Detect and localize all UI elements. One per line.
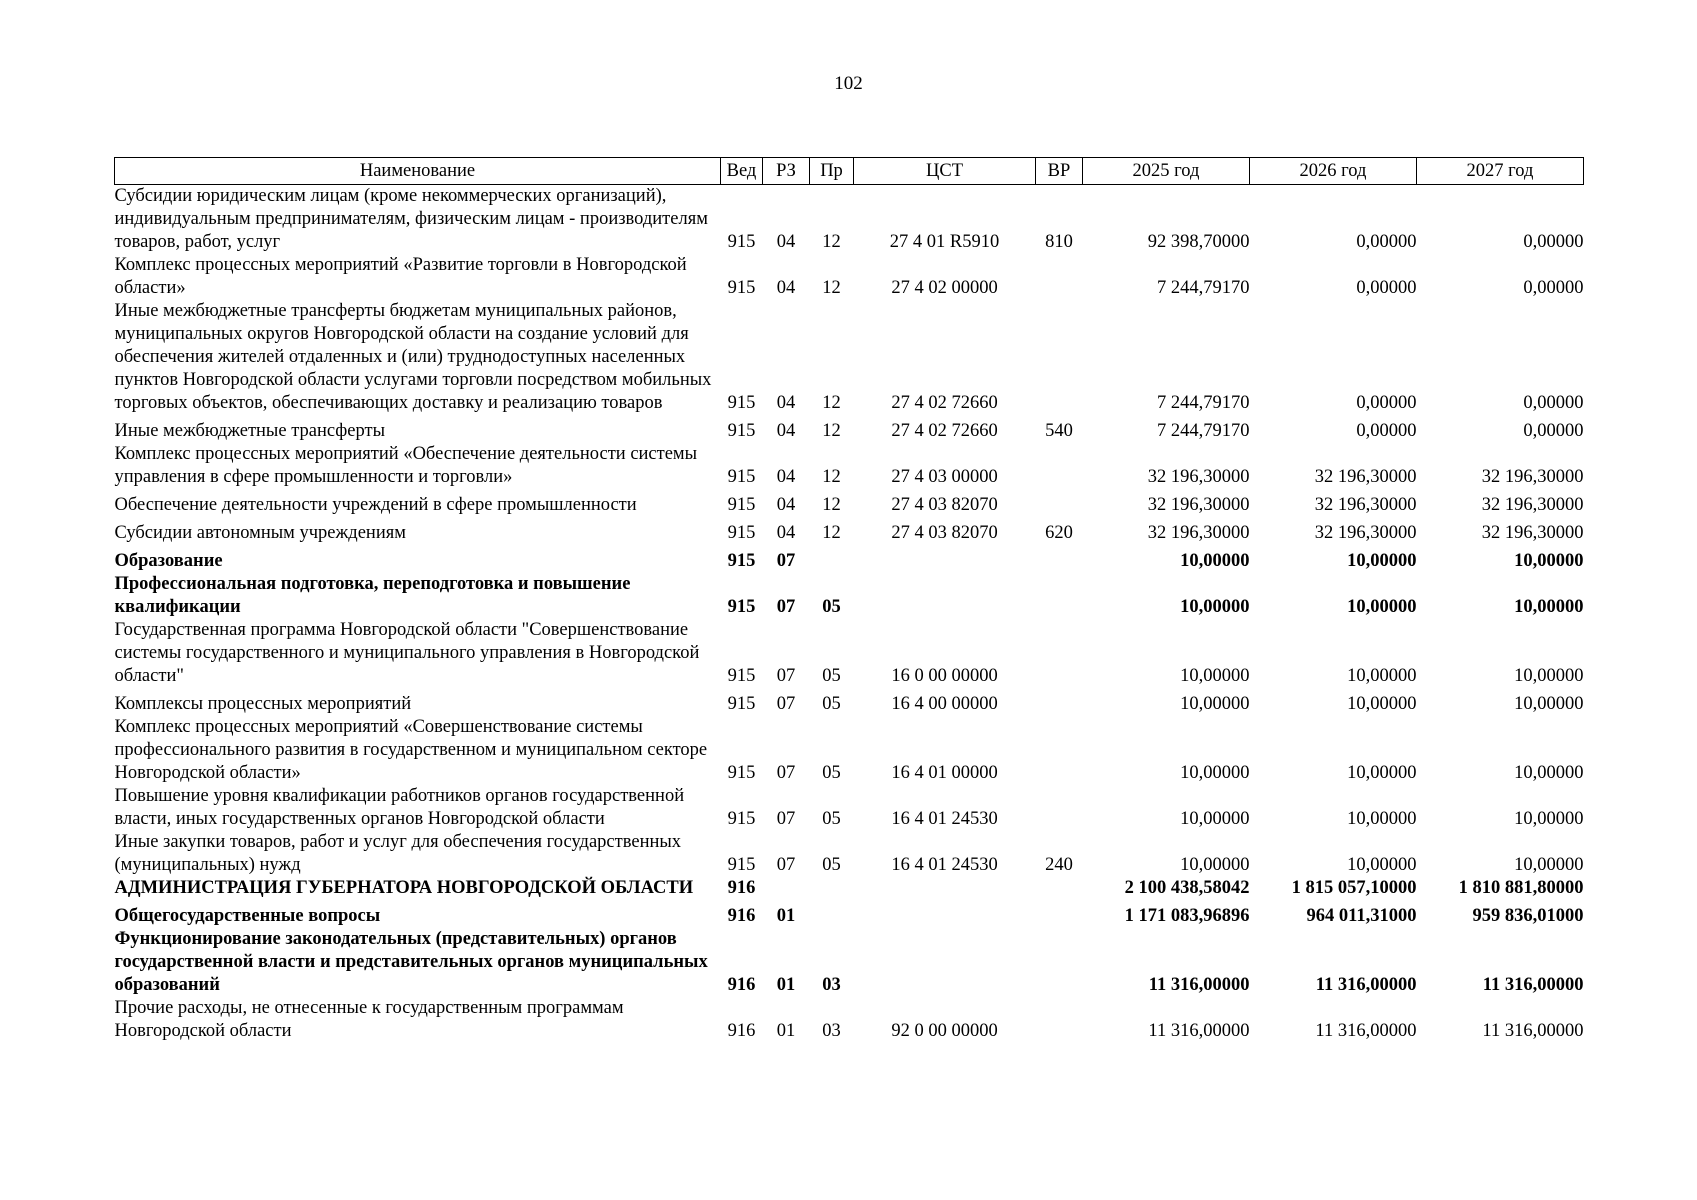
- row-ved: 915: [727, 232, 756, 252]
- row-name: Субсидии юридическим лицам (кроме некоммерческих организаций), индивидуальным предпринимателям, физическим лицам - производителям товаров, работ, услуг: [114, 186, 708, 252]
- column-header-name: Наименование: [115, 158, 721, 185]
- row-rz: 04: [776, 421, 796, 441]
- table-row: [115, 716, 1584, 785]
- row-rz: 04: [776, 232, 796, 252]
- row-2026: 0,00000: [1356, 421, 1417, 441]
- row-rz: 07: [776, 763, 796, 783]
- row-2026: 10,00000: [1347, 855, 1417, 875]
- row-2025: 10,00000: [1180, 597, 1250, 617]
- row-vr: [1036, 573, 1083, 619]
- row-pr: 12: [822, 393, 841, 413]
- row-name: Комплекс процессных мероприятий «Обеспечение деятельности системы управления в сфере промышленности и торговли»: [114, 444, 698, 487]
- row-vr: 540: [1045, 421, 1073, 441]
- row-rz: 01: [776, 975, 796, 995]
- row-vr: [1036, 545, 1083, 573]
- row-pr: [810, 900, 854, 928]
- row-2027: 10,00000: [1514, 763, 1584, 783]
- table-row: [115, 785, 1584, 831]
- row-2027: 10,00000: [1514, 597, 1584, 617]
- row-2025: 92 398,70000: [1147, 232, 1250, 252]
- row-vr: 620: [1045, 523, 1073, 543]
- row-rz: 01: [776, 1021, 796, 1041]
- row-pr: 12: [822, 495, 841, 515]
- row-2025: 32 196,30000: [1147, 495, 1250, 515]
- row-2026: 32 196,30000: [1314, 523, 1417, 543]
- row-name: АДМИНИСТРАЦИЯ ГУБЕРНАТОРА НОВГОРОДСКОЙ ОБЛАСТИ: [114, 878, 694, 898]
- row-name: Субсидии автономным учреждениям: [114, 523, 406, 543]
- row-ved: 915: [727, 809, 756, 829]
- row-name: Образование: [114, 551, 223, 571]
- table-row: [115, 573, 1584, 619]
- row-2026: 964 011,31000: [1306, 906, 1417, 926]
- row-2026: 0,00000: [1356, 232, 1417, 252]
- row-2026: 0,00000: [1356, 393, 1417, 413]
- row-2025: 11 316,00000: [1148, 975, 1250, 995]
- row-2026: 32 196,30000: [1314, 467, 1417, 487]
- table-row: [115, 831, 1584, 877]
- row-cst: [854, 573, 1036, 619]
- row-2027: 32 196,30000: [1481, 495, 1584, 515]
- row-2025: 32 196,30000: [1147, 467, 1250, 487]
- row-2025: 10,00000: [1180, 666, 1250, 686]
- table-row: [115, 900, 1584, 928]
- table-row: [115, 688, 1584, 716]
- row-2027: 0,00000: [1523, 278, 1584, 298]
- row-cst: 27 4 02 72660: [891, 393, 998, 413]
- row-cst: [854, 877, 1036, 900]
- row-2025: 32 196,30000: [1147, 523, 1250, 543]
- row-2026: 10,00000: [1347, 694, 1417, 714]
- column-header-cst: ЦСТ: [854, 158, 1036, 185]
- table-row: [115, 517, 1584, 545]
- row-cst: [854, 900, 1036, 928]
- row-vr: [1036, 619, 1083, 688]
- row-pr: 12: [822, 232, 841, 252]
- row-2025: 7 244,79170: [1157, 278, 1250, 298]
- row-ved: 915: [727, 523, 756, 543]
- row-ved: 915: [727, 763, 756, 783]
- table-body: [115, 185, 1584, 1044]
- column-header-pr: Пр: [810, 158, 854, 185]
- row-rz: 07: [776, 809, 796, 829]
- row-2027: 10,00000: [1514, 694, 1584, 714]
- row-2025: 10,00000: [1180, 694, 1250, 714]
- row-pr: [810, 545, 854, 573]
- row-pr: [810, 877, 854, 900]
- row-name: Комплексы процессных мероприятий: [114, 694, 412, 714]
- row-rz: 04: [776, 278, 796, 298]
- row-rz: 07: [776, 551, 796, 571]
- row-vr: [1036, 877, 1083, 900]
- row-2026: 11 316,00000: [1315, 1021, 1417, 1041]
- row-rz: 01: [776, 906, 796, 926]
- row-2027: 11 316,00000: [1482, 1021, 1584, 1041]
- table-header: [115, 158, 1584, 185]
- row-vr: [1036, 928, 1083, 997]
- row-2027: 10,00000: [1514, 666, 1584, 686]
- row-2025: 7 244,79170: [1157, 421, 1250, 441]
- row-2025: 2 100 438,58042: [1124, 878, 1250, 898]
- table-row: [115, 489, 1584, 517]
- row-cst: 27 4 03 82070: [891, 523, 998, 543]
- row-pr: 12: [822, 523, 841, 543]
- row-pr: 05: [822, 597, 841, 617]
- row-pr: 05: [822, 763, 841, 783]
- row-rz: 04: [776, 495, 796, 515]
- row-ved: 915: [727, 393, 756, 413]
- row-ved: 915: [727, 278, 756, 298]
- row-cst: 27 4 01 R5910: [889, 232, 1000, 252]
- row-vr: [1036, 254, 1083, 300]
- row-vr: 810: [1045, 232, 1073, 252]
- row-ved: 915: [727, 694, 756, 714]
- table-row: [115, 545, 1584, 573]
- row-vr: 240: [1045, 855, 1073, 875]
- row-vr: [1036, 489, 1083, 517]
- column-header-2026: 2026 год: [1250, 158, 1417, 185]
- row-name: Повышение уровня квалификации работников органов государственной власти, иных государственных органов Новгородской области: [114, 786, 685, 829]
- table-row: [115, 928, 1584, 997]
- column-header-ved: Вед: [721, 158, 763, 185]
- row-pr: 03: [822, 1021, 841, 1041]
- table-row: [115, 185, 1584, 255]
- row-pr: 12: [822, 421, 841, 441]
- row-2027: 0,00000: [1523, 421, 1584, 441]
- row-pr: 05: [822, 855, 841, 875]
- row-name: Обеспечение деятельности учреждений в сфере промышленности: [114, 495, 637, 515]
- row-ved: 916: [727, 906, 756, 926]
- row-vr: [1036, 300, 1083, 415]
- row-vr: [1036, 688, 1083, 716]
- row-ved: 915: [727, 666, 756, 686]
- table-row: [115, 415, 1584, 443]
- row-2027: 32 196,30000: [1481, 523, 1584, 543]
- row-2026: 10,00000: [1347, 763, 1417, 783]
- column-header-2025: 2025 год: [1083, 158, 1250, 185]
- row-2025: 7 244,79170: [1157, 393, 1250, 413]
- column-header-vr: ВР: [1036, 158, 1083, 185]
- row-ved: 916: [727, 1021, 756, 1041]
- row-2026: 32 196,30000: [1314, 495, 1417, 515]
- row-2025: 1 171 083,96896: [1124, 906, 1250, 926]
- column-header-rz: РЗ: [763, 158, 810, 185]
- row-2026: 1 815 057,10000: [1291, 878, 1417, 898]
- row-2027: 10,00000: [1514, 551, 1584, 571]
- row-2027: 32 196,30000: [1481, 467, 1584, 487]
- row-name: Функционирование законодательных (представительных) органов государственной власти и представительных органов муниципальных образований: [114, 929, 708, 995]
- row-vr: [1036, 716, 1083, 785]
- row-name: Комплекс процессных мероприятий «Совершенствование системы профессионального развития в государственном и муниципальном секторе Новгородской области»: [114, 717, 708, 783]
- row-name: Профессиональная подготовка, переподготовка и повышение квалификации: [114, 574, 631, 617]
- row-rz: 04: [776, 523, 796, 543]
- column-header-2027: 2027 год: [1417, 158, 1584, 185]
- row-2027: 1 810 881,80000: [1458, 878, 1584, 898]
- row-vr: [1036, 997, 1083, 1043]
- table-row: [115, 997, 1584, 1043]
- row-name: Иные межбюджетные трансферты: [114, 421, 386, 441]
- row-rz: [763, 877, 810, 900]
- row-pr: 12: [822, 278, 841, 298]
- row-vr: [1036, 900, 1083, 928]
- row-2026: 0,00000: [1356, 278, 1417, 298]
- table-row: [115, 254, 1584, 300]
- row-cst: 27 4 02 00000: [891, 278, 998, 298]
- row-cst: 16 4 01 00000: [891, 763, 998, 783]
- row-ved: 915: [727, 495, 756, 515]
- row-name: Прочие расходы, не отнесенные к государственным программам Новгородской области: [114, 998, 624, 1041]
- row-cst: [854, 928, 1036, 997]
- row-2027: 11 316,00000: [1482, 975, 1584, 995]
- row-name: Общегосударственные вопросы: [114, 906, 381, 926]
- row-cst: 92 0 00 00000: [891, 1021, 998, 1041]
- row-pr: 12: [822, 467, 841, 487]
- row-name: Иные закупки товаров, работ и услуг для обеспечения государственных (муниципальных) нужд: [114, 832, 682, 875]
- row-pr: 05: [822, 809, 841, 829]
- budget-table: [114, 157, 1584, 1043]
- row-pr: 05: [822, 666, 841, 686]
- row-rz: 07: [776, 666, 796, 686]
- row-2025: 10,00000: [1180, 855, 1250, 875]
- row-ved: 915: [727, 421, 756, 441]
- row-rz: 07: [776, 694, 796, 714]
- row-ved: 915: [727, 467, 756, 487]
- row-2026: 10,00000: [1347, 666, 1417, 686]
- row-2026: 11 316,00000: [1315, 975, 1417, 995]
- table-row: [115, 619, 1584, 688]
- row-pr: 03: [822, 975, 841, 995]
- row-rz: 07: [776, 597, 796, 617]
- row-rz: 04: [776, 393, 796, 413]
- row-cst: [854, 545, 1036, 573]
- row-name: Государственная программа Новгородской области "Совершенствование системы государственного и муниципального управления в Новгородской области": [114, 620, 700, 686]
- row-name: Комплекс процессных мероприятий «Развитие торговли в Новгородской области»: [114, 255, 687, 298]
- page-number: 102: [834, 73, 863, 94]
- row-2027: 10,00000: [1514, 809, 1584, 829]
- row-cst: 16 4 01 24530: [891, 809, 998, 829]
- row-vr: [1036, 785, 1083, 831]
- row-2025: 10,00000: [1180, 809, 1250, 829]
- row-2026: 10,00000: [1347, 551, 1417, 571]
- row-cst: 27 4 03 82070: [891, 495, 998, 515]
- row-2027: 959 836,01000: [1472, 906, 1584, 926]
- row-2026: 10,00000: [1347, 809, 1417, 829]
- row-2025: 10,00000: [1180, 551, 1250, 571]
- row-2027: 0,00000: [1523, 393, 1584, 413]
- row-cst: 27 4 03 00000: [891, 467, 998, 487]
- row-ved: 915: [727, 551, 756, 571]
- row-cst: 16 0 00 00000: [891, 666, 998, 686]
- row-ved: 915: [727, 855, 756, 875]
- row-2027: 10,00000: [1514, 855, 1584, 875]
- row-cst: 16 4 01 24530: [891, 855, 998, 875]
- row-ved: 916: [727, 975, 756, 995]
- row-2027: 0,00000: [1523, 232, 1584, 252]
- row-name: Иные межбюджетные трансферты бюджетам муниципальных районов, муниципальных округов Новгородской области на создание условий для обеспечения жителей отдаленных и (или) труднодоступных населенных пунктов Новгородской области услугами торговли посредством мобильных торговых объектов, обеспечивающих доставку и реализацию товаров: [114, 301, 712, 413]
- row-rz: 07: [776, 855, 796, 875]
- row-ved: 916: [727, 878, 756, 898]
- table-row: [115, 443, 1584, 489]
- row-2025: 11 316,00000: [1148, 1021, 1250, 1041]
- row-2025: 10,00000: [1180, 763, 1250, 783]
- table-row: [115, 300, 1584, 415]
- row-pr: 05: [822, 694, 841, 714]
- row-cst: 16 4 00 00000: [891, 694, 998, 714]
- row-cst: 27 4 02 72660: [891, 421, 998, 441]
- row-ved: 915: [727, 597, 756, 617]
- table-row: [115, 877, 1584, 900]
- row-2026: 10,00000: [1347, 597, 1417, 617]
- row-vr: [1036, 443, 1083, 489]
- row-rz: 04: [776, 467, 796, 487]
